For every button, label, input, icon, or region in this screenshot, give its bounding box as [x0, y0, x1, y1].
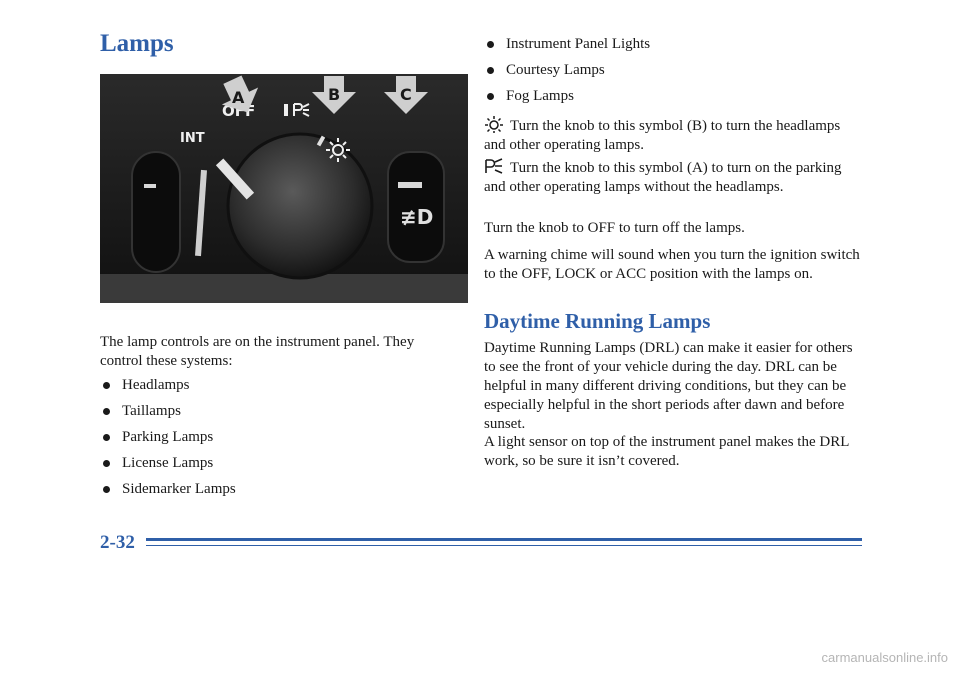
section-title: Lamps [100, 30, 174, 57]
bullet-icon [103, 382, 110, 389]
bullet-icon [103, 460, 110, 467]
lamp-control-photo [100, 74, 468, 303]
int-label: INT [180, 131, 205, 146]
footer-rule-thin [146, 545, 862, 546]
list-item: Parking Lamps [100, 428, 440, 454]
bullet-icon [487, 41, 494, 48]
bullet-icon [487, 67, 494, 74]
list-item: Courtesy Lamps [484, 61, 864, 87]
page-number: 2-32 [100, 532, 135, 553]
drl-section-title: Daytime Running Lamps [484, 309, 711, 333]
list-item: Taillamps [100, 402, 440, 428]
drl-paragraph: Daytime Running Lamps (DRL) can make it easier for others to see the front of your vehicle during the day. DRL can be helpful in many different driving conditions, but they can be especially helpful in the short periods after dawn and before sunset. [484, 340, 853, 432]
headlamp-paragraph: Turn the knob to this symbol (B) to turn the headlamps and other operating lamps. [484, 115, 864, 155]
off-paragraph: Turn the knob to OFF to turn off the lamps. [484, 220, 745, 236]
svg-text:B: B [328, 85, 341, 104]
watermark: carmanualsonline.info [821, 650, 948, 665]
bullet-icon [103, 434, 110, 441]
systems-list-left [100, 376, 440, 506]
headlamp-icon [484, 115, 504, 133]
bullet-icon [103, 486, 110, 493]
footer-rule [146, 538, 862, 541]
parking-lamp-paragraph: Turn the knob to this symbol (A) to turn on the parking and other operating lamps without the headlamps. [484, 157, 844, 197]
warning-chime-paragraph: A warning chime will sound when you turn the ignition switch to the OFF, LOCK or ACC position with the lamps on. [484, 247, 860, 282]
systems-list-right [484, 35, 864, 113]
fog-lamp-symbol: ≢D [400, 205, 434, 229]
list-item: Instrument Panel Lights [484, 35, 864, 61]
list-item: Headlamps [100, 376, 440, 402]
bullet-icon [487, 93, 494, 100]
svg-text:A: A [232, 88, 245, 107]
intro-paragraph: The lamp controls are on the instrument panel. They control these systems: [100, 334, 415, 369]
bullet-icon [103, 408, 110, 415]
light-sensor-paragraph: A light sensor on top of the instrument panel makes the DRL work, so be sure it isn’t covered. [484, 434, 849, 469]
off-label: OFF [222, 102, 256, 120]
list-item: Fog Lamps [484, 87, 864, 113]
list-item: License Lamps [100, 454, 440, 480]
svg-text:C: C [400, 85, 412, 104]
list-item: Sidemarker Lamps [100, 480, 440, 506]
parking-lamp-icon [484, 157, 504, 175]
lamp-control-illustration [100, 74, 468, 303]
